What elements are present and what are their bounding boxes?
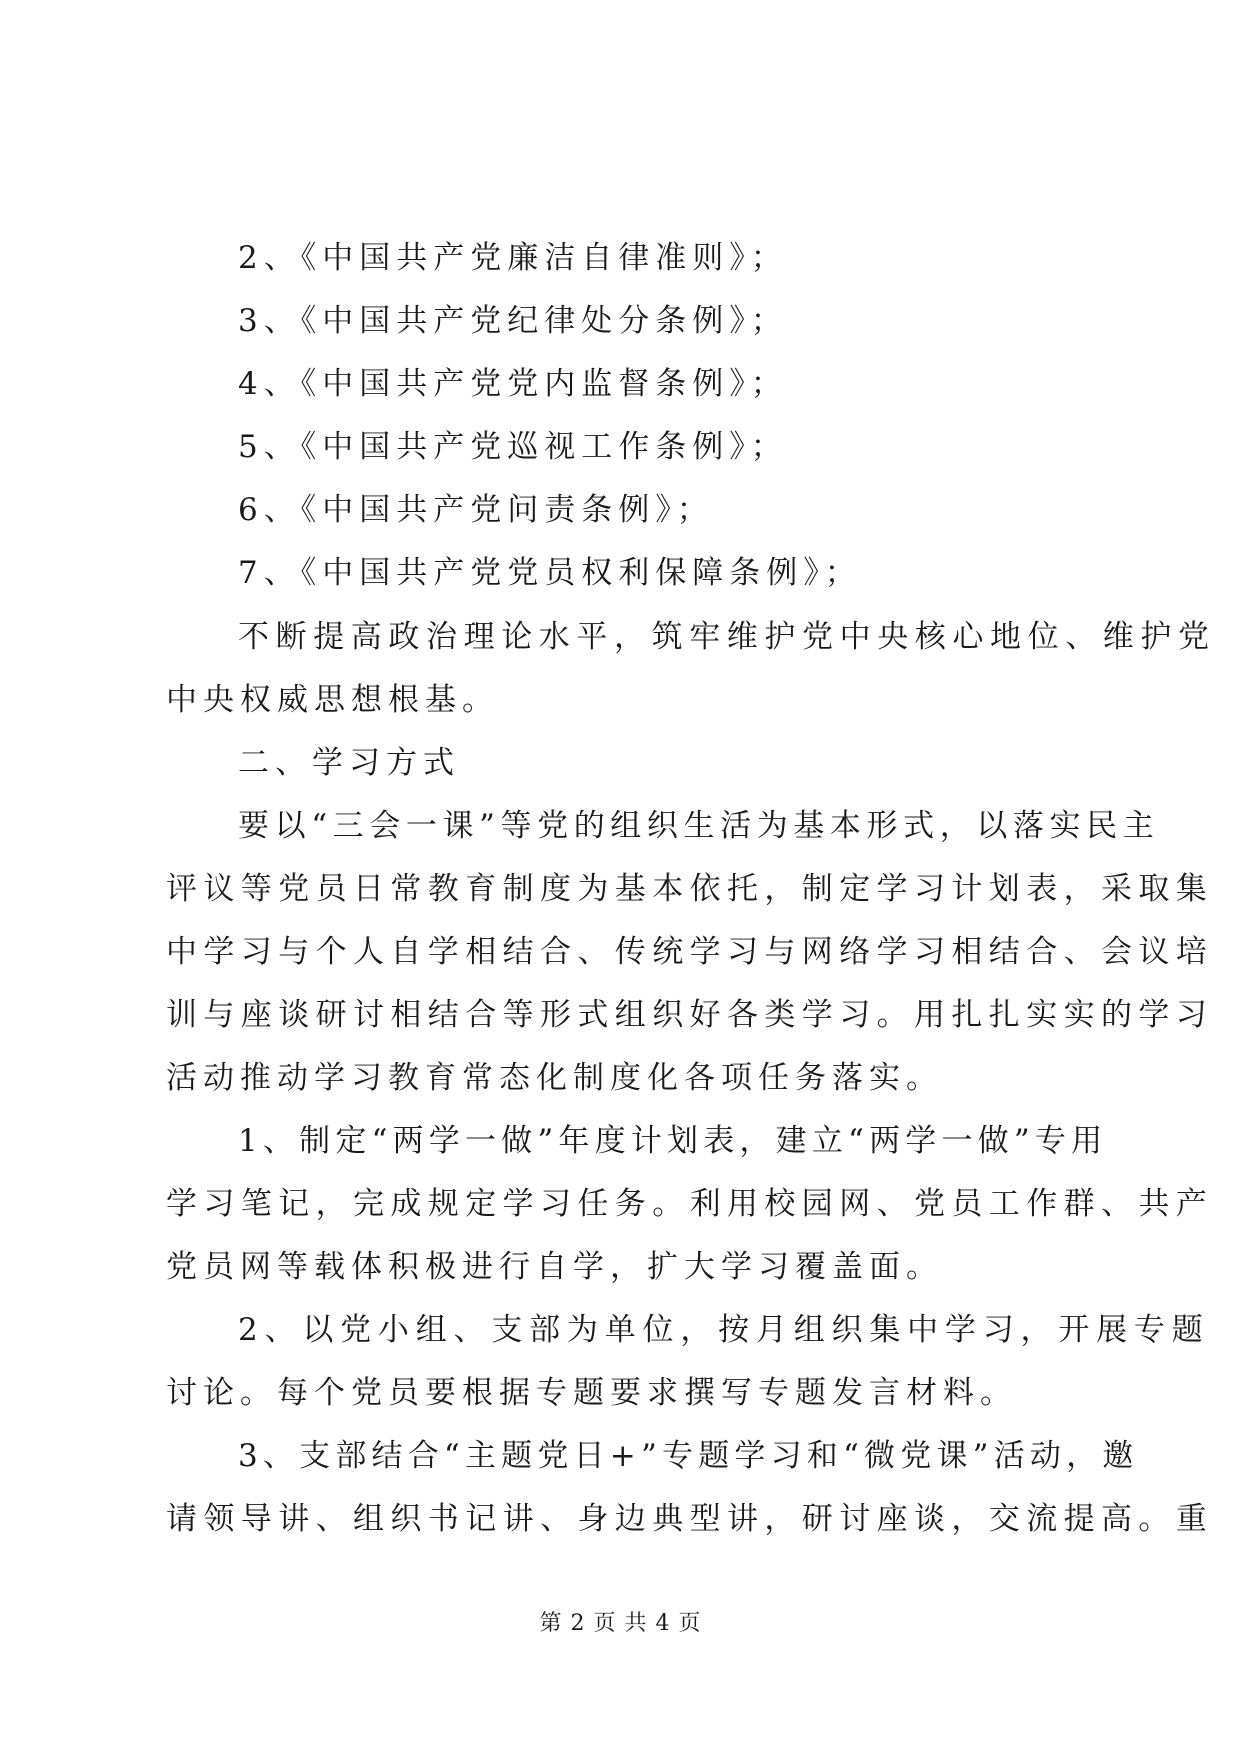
paragraph-3-line-2: 学习笔记，完成规定学习任务。利用校园网、党员工作群、共产 [166,1186,1214,1222]
paragraph-2-line-5: 活动推动学习教育常态化制度化各项任务落实。 [166,1060,943,1096]
paragraph-5-line-1: 3、支部结合“主题党日+”专题学习和“微党课”活动，邀 [238,1438,1139,1474]
paragraph-2-line-3: 中学习与个人自学相结合、传统学习与网络学习相结合、会议培 [166,934,1214,970]
page-footer: 第 2 页 共 4 页 [539,1611,702,1636]
list-item-7: 7、《中国共产党党员权利保障条例》； [238,555,862,591]
paragraph-1-line-1: 不断提高政治理论水平，筑牢维护党中央核心地位、维护党 [238,619,1216,655]
paragraph-4-line-2: 讨论。每个党员要根据专题要求撰写专题发言材料。 [166,1375,1017,1411]
paragraph-2-line-4: 训与座谈研讨相结合等形式组织好各类学习。用扎扎实实的学习 [166,997,1214,1033]
paragraph-5-line-2: 请领导讲、组织书记讲、身边典型讲，研讨座谈，交流提高。重 [166,1501,1214,1537]
list-item-5: 5、《中国共产党巡视工作条例》； [238,429,788,465]
paragraph-1-line-2: 中央权威思想根基。 [166,682,499,718]
list-item-3: 3、《中国共产党纪律处分条例》； [238,303,788,339]
paragraph-3-line-3: 党员网等载体积极进行自学，扩大学习覆盖面。 [166,1249,943,1285]
list-item-4: 4、《中国共产党党内监督条例》； [238,366,788,402]
paragraph-3-line-1: 1、制定“两学一做”年度计划表，建立“两学一做”专用 [238,1123,1108,1159]
paragraph-2-line-1: 要以“三会一课”等党的组织生活为基本形式，以落实民主 [238,808,1160,844]
list-item-2: 2、《中国共产党廉洁自律准则》； [238,240,788,276]
section-heading: 二、学习方式 [238,745,460,781]
paragraph-2-line-2: 评议等党员日常教育制度为基本依托，制定学习计划表，采取集 [166,871,1214,907]
list-item-6: 6、《中国共产党问责条例》； [238,492,714,528]
paragraph-4-line-1: 2、以党小组、支部为单位，按月组织集中学习，开展专题 [238,1312,1210,1348]
